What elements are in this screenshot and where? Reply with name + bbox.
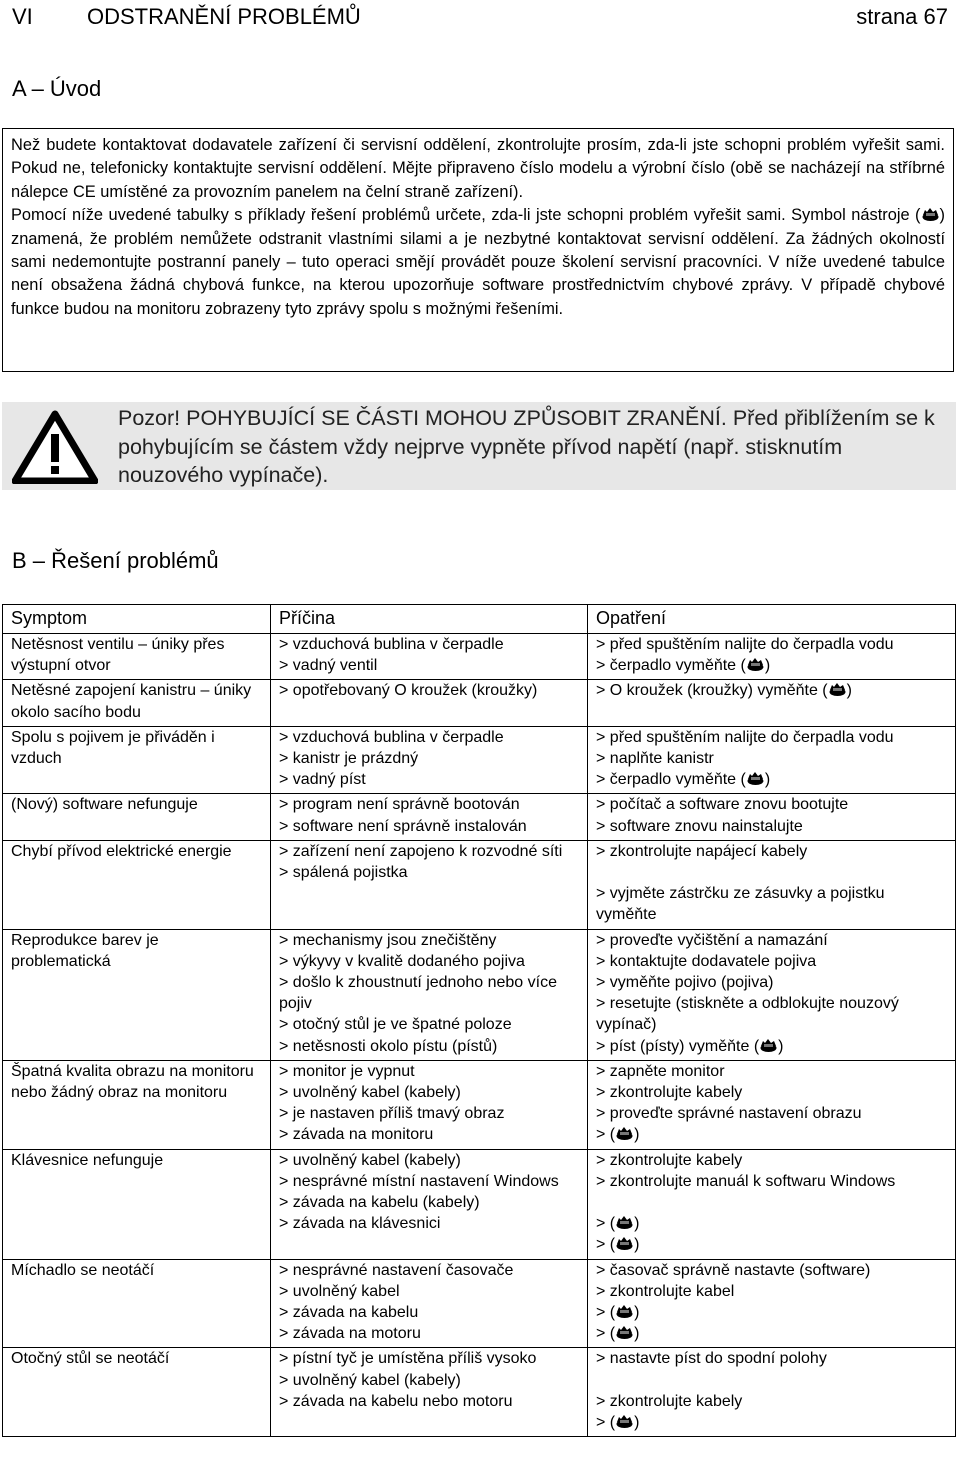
remedy-line: > vyměňte pojivo (pojiva) [596, 974, 774, 992]
tool-icon [921, 206, 940, 222]
remedy-line: > před spuštěním nalijte do čerpadla vodu [596, 728, 894, 746]
intro-box [2, 128, 954, 372]
cause-line: > závada na klávesnici [279, 1215, 441, 1233]
tool-icon [615, 1413, 634, 1429]
cause-line: > otočný stůl je ve špatné poloze [279, 1016, 512, 1034]
cause-line: > uvolněný kabel [279, 1282, 400, 1300]
chapter-title: ODSTRANĚNÍ PROBLÉMŮ [87, 4, 361, 29]
intro-paragraph-2 [11, 204, 945, 321]
cause-line: > spálená pojistka [279, 864, 408, 882]
cause-cell [271, 794, 588, 840]
line-text: > ( [596, 1215, 616, 1233]
line-text: > ( [596, 1236, 616, 1254]
cause-line: > došlo k zhoustnutí jednoho nebo více pojiv [279, 974, 557, 1013]
cause-line: > uvolněný kabel (kabely) [279, 1084, 461, 1102]
header-remedy: Opatření [588, 605, 956, 634]
remedy-cell [588, 680, 956, 726]
symptom-line: Reprodukce barev je problematická [11, 931, 159, 970]
header-symptom: Symptom [3, 605, 271, 634]
cause-line: > software není správně instalován [279, 817, 527, 835]
page-header [12, 4, 948, 32]
cause-line: > program není správně bootován [279, 796, 520, 814]
troubleshooting-table [2, 604, 956, 1437]
cause-line: > opotřebovaný O kroužek (kroužky) [279, 682, 538, 700]
cause-cell [271, 726, 588, 794]
table-row [3, 680, 956, 726]
section-b-heading: B – Řešení problémů [12, 548, 219, 573]
tool-icon [615, 1214, 634, 1230]
line-text: > ( [596, 1126, 616, 1144]
table-row [3, 840, 956, 929]
tool-icon [759, 1037, 778, 1053]
symptom-cell [3, 929, 271, 1060]
cause-line: > kanistr je prázdný [279, 750, 419, 768]
cause-line: > mechanismy jsou znečištěny [279, 931, 497, 949]
symptom-line: Otočný stůl se neotáčí [11, 1350, 170, 1368]
remedy-line: > resetujte (stiskněte a odblokujte nouzový vypínač) [596, 995, 899, 1034]
remedy-cell [588, 1259, 956, 1348]
remedy-line: > počítač a software znovu bootujte [596, 796, 849, 814]
line-text: > ( [596, 1325, 616, 1343]
cause-cell [271, 634, 588, 680]
remedy-line [596, 1192, 947, 1213]
tool-icon [615, 1125, 634, 1141]
remedy-cell [588, 726, 956, 794]
table-row [3, 794, 956, 840]
line-text: > O kroužek (kroužky) vyměňte ( [596, 682, 828, 700]
cause-cell [271, 1259, 588, 1348]
cause-line: > závada na kabelu (kabely) [279, 1194, 480, 1212]
cause-line: > vzduchová bublina v čerpadle [279, 728, 504, 746]
cause-line: > závada na kabelu [279, 1304, 419, 1322]
cause-line: > uvolněný kabel (kabely) [279, 1151, 461, 1169]
remedy-line: > ( ) [596, 1126, 640, 1144]
remedy-line: > čerpadlo vyměňte ( ) [596, 771, 771, 789]
cause-line: > nesprávné nastavení časovače [279, 1261, 514, 1279]
line-text: > čerpadlo vyměňte ( [596, 657, 746, 675]
tool-icon [615, 1235, 634, 1251]
symptom-line: Netěsnost ventilu – úniky přes výstupní otvor [11, 636, 225, 675]
table-row [3, 726, 956, 794]
tool-icon [746, 656, 765, 672]
intro-paragraph-1: Než budete kontaktovat dodavatele zařízení či servisní oddělení, zkontrolujte prosím, zda-li jste schopni problém vyřešit sami. Pokud ne, telefonicky kontaktujte servisní oddělení. Mějte připraveno číslo modelu a výrobní číslo (obě se nacházejí na stříbrné nálepce CE umístěné za provozním panelem na čelní straně zařízení). [11, 136, 945, 201]
cause-cell [271, 840, 588, 929]
symptom-line: Spolu s pojivem je přiváděn i vzduch [11, 728, 215, 768]
cause-line: > závada na kabelu nebo motoru [279, 1392, 513, 1410]
remedy-line: > zkontrolujte kabely [596, 1151, 743, 1169]
symptom-line: Špatná kvalita obrazu na monitoru nebo žádný obraz na monitoru [11, 1062, 254, 1102]
table-body [3, 634, 956, 1437]
remedy-line: > zkontrolujte kabely [596, 1084, 743, 1102]
remedy-line: > zkontrolujte manuál k softwaru Windows [596, 1172, 896, 1190]
table-row [3, 1060, 956, 1149]
remedy-cell [588, 929, 956, 1060]
cause-line: > vadný píst [279, 771, 366, 789]
table-row [3, 1259, 956, 1348]
remedy-line: > čerpadlo vyměňte ( ) [596, 657, 771, 675]
remedy-line [596, 862, 947, 883]
remedy-line: > vyjměte zástrčku ze zásuvky a pojistku vyměňte [596, 885, 885, 924]
table-row [3, 929, 956, 1060]
cause-line: > je nastaven příliš tmavý obraz [279, 1105, 505, 1123]
remedy-cell [588, 840, 956, 929]
intro-text-after-icon: ) znamená, že problém nemůžete odstranit vlastními silami a je nezbytné kontaktovat servisní oddělení. Za žádných okolností sami nedemontujte postranní panely – tuto operaci smějí provádět pouze školení servisní pracovníci. V níže uvedené tabulce není obsažena žádná chybová funkce, na kterou upozorňuje software prostřednictvím chybové zprávy. V případě chybové funkce budou na monitoru zobrazeny tyto zprávy spolu s možnými řešeními. [11, 206, 945, 318]
remedy-line [596, 1370, 947, 1391]
cause-line: > uvolněný kabel (kabely) [279, 1371, 461, 1389]
table-header-row [3, 605, 956, 634]
symptom-cell [3, 634, 271, 680]
remedy-line: > ( ) [596, 1304, 640, 1322]
table-row [3, 634, 956, 680]
remedy-cell [588, 794, 956, 840]
line-text: > ( [596, 1414, 616, 1432]
remedy-line: > zkontrolujte napájecí kabely [596, 842, 808, 860]
intro-text-before-icon: Pomocí níže uvedené tabulky s příklady řešení problémů určete, zda-li jste schopni problém vyřešit sami. Symbol nástroje ( [11, 206, 921, 225]
symptom-cell [3, 840, 271, 929]
remedy-line: > zapněte monitor [596, 1062, 725, 1080]
symptom-line: (Nový) software nefunguje [11, 796, 198, 814]
remedy-line: > proveďte vyčištění a namazání [596, 931, 828, 949]
symptom-cell [3, 794, 271, 840]
warning-text: Pozor! POHYBUJÍCÍ SE ČÁSTI MOHOU ZPŮSOBIT ZRANĚNÍ. Před přiblížením se k pohybujícím se částem vždy nejprve vypněte přívod napětí (např. stisknutím nouzového vypínače). [118, 406, 935, 487]
remedy-line: > nastavte píst do spodní polohy [596, 1350, 827, 1368]
table-row [3, 1149, 956, 1259]
line-text: > ( [596, 1304, 616, 1322]
remedy-line: > software znovu nainstalujte [596, 817, 803, 835]
warning-triangle-icon [12, 410, 98, 484]
symptom-cell [3, 1259, 271, 1348]
remedy-cell [588, 1348, 956, 1437]
remedy-line: > proveďte správné nastavení obrazu [596, 1105, 862, 1123]
cause-line: > vadný ventil [279, 657, 378, 675]
tool-icon [615, 1324, 634, 1340]
remedy-cell [588, 1060, 956, 1149]
symptom-cell [3, 726, 271, 794]
header-cause: Příčina [271, 605, 588, 634]
cause-cell [271, 1149, 588, 1259]
remedy-cell [588, 634, 956, 680]
cause-line: > pístní tyč je umístěna příliš vysoko [279, 1350, 537, 1368]
tool-icon [615, 1303, 634, 1319]
cause-line: > zařízení není zapojeno k rozvodné síti [279, 842, 563, 860]
section-a-heading: A – Úvod [12, 76, 102, 101]
symptom-line: Chybí přívod elektrické energie [11, 842, 232, 860]
cause-line: > nesprávné místní nastavení Windows [279, 1172, 559, 1190]
line-text: > píst (písty) vyměňte ( [596, 1037, 760, 1055]
symptom-line: Netěsné zapojení kanistru – úniky okolo sacího bodu [11, 682, 252, 721]
remedy-line: > píst (písty) vyměňte ( ) [596, 1037, 784, 1055]
remedy-line: > naplňte kanistr [596, 750, 714, 768]
cause-cell [271, 1348, 588, 1437]
tool-icon [746, 770, 765, 786]
symptom-line: Míchadlo se neotáčí [11, 1261, 155, 1279]
remedy-line: > ( ) [596, 1325, 640, 1343]
cause-cell [271, 680, 588, 726]
cause-cell [271, 1060, 588, 1149]
table-row [3, 1348, 956, 1437]
tool-icon [828, 681, 847, 697]
warning-box [2, 402, 956, 490]
cause-line: > netěsnosti okolo pístu (pístů) [279, 1037, 498, 1055]
cause-line: > vzduchová bublina v čerpadle [279, 636, 504, 653]
symptom-cell [3, 1348, 271, 1437]
remedy-line: > časovač správně nastavte (software) [596, 1261, 871, 1279]
cause-line: > výkyvy v kvalitě dodaného pojiva [279, 952, 525, 970]
line-text: > čerpadlo vyměňte ( [596, 771, 746, 789]
remedy-line: > ( ) [596, 1215, 640, 1233]
remedy-line: > O kroužek (kroužky) vyměňte ( ) [596, 682, 852, 700]
remedy-line: > ( ) [596, 1414, 640, 1432]
remedy-line: > kontaktujte dodavatele pojiva [596, 952, 817, 970]
remedy-cell [588, 1149, 956, 1259]
symptom-cell [3, 680, 271, 726]
page-number: strana 67 [856, 4, 948, 29]
chapter-number: VI [12, 4, 33, 29]
remedy-line: > ( ) [596, 1236, 640, 1254]
symptom-cell [3, 1149, 271, 1259]
remedy-line: > zkontrolujte kabely [596, 1392, 743, 1410]
cause-cell [271, 929, 588, 1060]
symptom-line: Klávesnice nefunguje [11, 1151, 164, 1169]
cause-line: > závada na monitoru [279, 1126, 434, 1144]
remedy-line: > zkontrolujte kabel [596, 1282, 735, 1300]
cause-line: > závada na motoru [279, 1325, 421, 1343]
remedy-line: > před spuštěním nalijte do čerpadla vodu [596, 636, 894, 653]
cause-line: > monitor je vypnut [279, 1062, 415, 1080]
symptom-cell [3, 1060, 271, 1149]
